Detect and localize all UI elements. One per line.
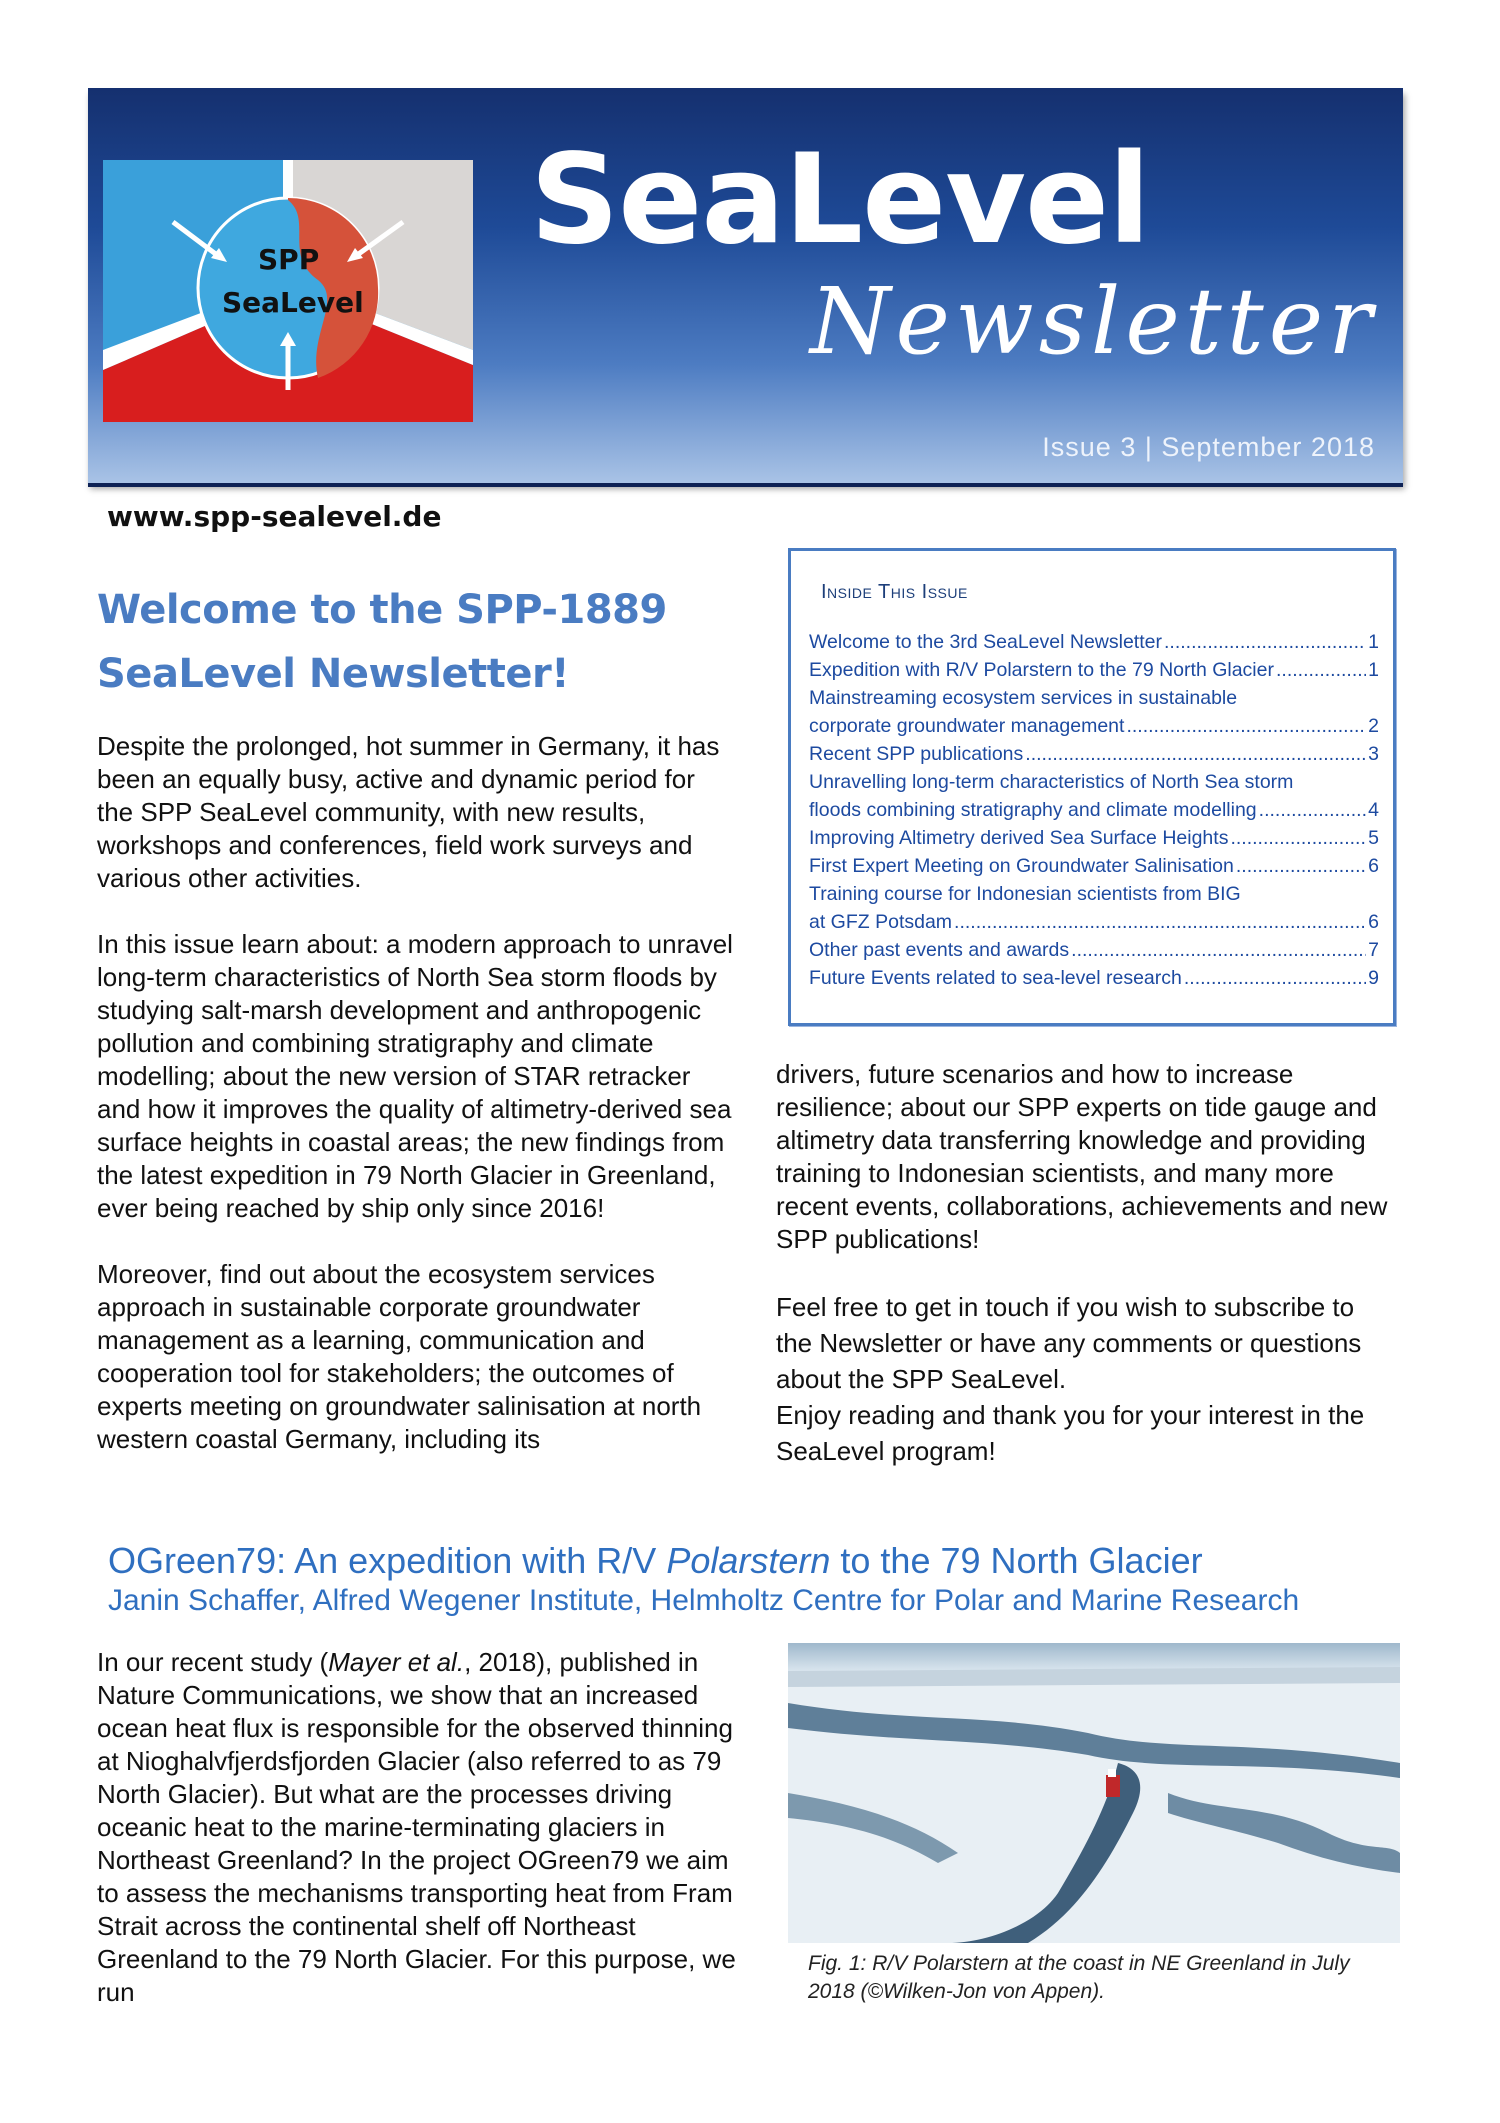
toc-item-label: Future Events related to sea-level research xyxy=(809,967,1182,989)
toc-item-label: corporate groundwater management xyxy=(809,715,1125,737)
toc-leader-dots xyxy=(1259,796,1366,824)
toc-page-number: 6 xyxy=(1368,855,1379,877)
table-of-contents xyxy=(809,628,1379,992)
masthead-subtitle: Newsletter xyxy=(810,268,1378,375)
toc-item-label: Unravelling long-term characteristics of North Sea storm xyxy=(809,771,1294,793)
toc-item-label: Expedition with R/V Polarstern to the 79 North Glacier xyxy=(809,659,1274,681)
toc-item[interactable] xyxy=(809,656,1379,684)
inside-this-issue-box xyxy=(788,548,1396,1026)
toc-page-number: 7 xyxy=(1368,939,1379,961)
closing-line: Feel free to get in touch if you wish to subscribe to xyxy=(776,1292,1355,1322)
toc-leader-dots xyxy=(1071,936,1366,964)
toc-page-number: 3 xyxy=(1368,743,1379,765)
article-citation: Mayer et al. xyxy=(328,1647,465,1677)
toc-item-label: Welcome to the 3rd SeaLevel Newsletter xyxy=(809,631,1162,653)
article-title-prefix: OGreen79: An expedition with R/V xyxy=(108,1540,667,1581)
toc-leader-dots xyxy=(1276,656,1366,684)
toc-page-number: 9 xyxy=(1368,967,1379,989)
closing-line: SeaLevel program! xyxy=(776,1436,996,1466)
toc-item[interactable] xyxy=(809,824,1379,852)
polarstern-photo xyxy=(788,1643,1400,1943)
toc-item-label: Other past events and awards xyxy=(809,939,1070,961)
welcome-right-column xyxy=(776,1058,1396,1469)
article-author: Janin Schaffer, Alfred Wegener Institute, Helmholtz Centre for Polar and Marine Research xyxy=(108,1584,1300,1617)
issue-date: Issue 3 | September 2018 xyxy=(1042,432,1375,462)
closing-line: the Newsletter or have any comments or questions xyxy=(776,1328,1362,1358)
toc-item-label: Recent SPP publications xyxy=(809,743,1024,765)
toc-item[interactable] xyxy=(809,684,1379,740)
toc-leader-dots xyxy=(1025,740,1366,768)
article-title-suffix: to the 79 North Glacier xyxy=(830,1540,1203,1581)
closing-line: Enjoy reading and thank you for your interest in the xyxy=(776,1400,1365,1430)
inside-this-issue-title: Inside This Issue xyxy=(821,581,968,603)
masthead-title: SeaLevel xyxy=(530,128,1150,272)
toc-leader-dots xyxy=(1230,824,1366,852)
toc-item[interactable] xyxy=(809,852,1379,880)
toc-page-number: 4 xyxy=(1368,799,1379,821)
toc-item[interactable] xyxy=(809,628,1379,656)
toc-item-label: floods combining stratigraphy and climate modelling xyxy=(809,799,1257,821)
toc-item[interactable] xyxy=(809,740,1379,768)
toc-page-number: 1 xyxy=(1368,659,1379,681)
welcome-heading xyxy=(97,578,737,706)
welcome-paragraph: Moreover, find out about the ecosystem services approach in sustainable corporate groundwater management as a learning, communication and cooperation tool for stakeholders; the outcomes of experts meeting on groundwater salinisation at north western coastal Germany, including its xyxy=(97,1259,702,1454)
website-link[interactable]: www.spp-sealevel.de xyxy=(107,500,442,533)
toc-item[interactable] xyxy=(809,936,1379,964)
welcome-heading-line2: SeaLevel Newsletter! xyxy=(97,651,569,697)
article-body xyxy=(97,1646,747,2009)
toc-item-label: Training course for Indonesian scientists from BIG xyxy=(809,883,1241,905)
toc-item-label: Improving Altimetry derived Sea Surface Heights xyxy=(809,827,1229,849)
welcome-heading-line1: Welcome to the SPP-1889 xyxy=(97,587,667,633)
welcome-paragraph: drivers, future scenarios and how to increase resilience; about our SPP experts on tide gauge and altimetry data transferring knowledge and providing training to Indonesian scientists, and many more recent events, collaborations, achievements and new SPP publications! xyxy=(776,1059,1388,1254)
closing-line: about the SPP SeaLevel. xyxy=(776,1364,1067,1394)
welcome-paragraph: Despite the prolonged, hot summer in Germany, it has been an equally busy, active and dynamic period for the SPP SeaLevel community, with new results, workshops and conferences, field work surveys and various other activities. xyxy=(97,731,720,893)
toc-leader-dots xyxy=(1164,628,1366,656)
toc-item[interactable] xyxy=(809,768,1379,824)
toc-leader-dots xyxy=(1236,852,1366,880)
toc-item[interactable] xyxy=(809,964,1379,992)
toc-page-number: 2 xyxy=(1368,715,1379,737)
toc-page-number: 1 xyxy=(1368,631,1379,653)
toc-leader-dots xyxy=(1184,964,1366,992)
logo-text-sealevel: SeaLevel xyxy=(222,286,364,319)
welcome-paragraph: In this issue learn about: a modern approach to unravel long-term characteristics of North Sea storm floods by studying salt-marsh development and anthropogenic pollution and combining stratigraphy and climate modelling; about the new version of STAR retracker and how it improves the quality of altimetry-derived sea surface heights in coastal areas; the new findings from the latest expedition in 79 North Glacier in Greenland, ever being reached by ship only since 2016! xyxy=(97,929,733,1223)
article-title-ship: Polarstern xyxy=(666,1540,831,1581)
toc-item[interactable] xyxy=(809,880,1379,936)
welcome-left-column xyxy=(97,730,737,1489)
toc-item-label: First Expert Meeting on Groundwater Salinisation xyxy=(809,855,1234,877)
logo-text-spp: SPP xyxy=(258,243,320,276)
article-body-pre: In our recent study ( xyxy=(97,1647,329,1677)
toc-leader-dots xyxy=(1126,712,1366,740)
article-body-post: , 2018), published in Nature Communications, we show that an increased ocean heat flux is responsible for the observed thinning at Nioghalvfjerdsfjorden Glacier (also referred to as 79 North Glacier). But what are the processes driving oceanic heat to the marine-terminating glaciers in Northeast Greenland? In the project OGreen79 we aim to assess the mechanisms transporting heat from Fram Strait across the continental shelf off Northeast Greenland to the 79 North Glacier. For this purpose, we run xyxy=(97,1647,736,2007)
toc-item-label: Mainstreaming ecosystem services in sustainable xyxy=(809,687,1238,709)
article-title xyxy=(108,1540,1203,1582)
toc-leader-dots xyxy=(954,908,1366,936)
toc-page-number: 6 xyxy=(1368,911,1379,933)
photo-caption: Fig. 1: R/V Polarstern at the coast in NE Greenland in July 2018 (©Wilken-Jon von Appen). xyxy=(808,1952,1350,2003)
toc-item-label: at GFZ Potsdam xyxy=(809,911,953,933)
toc-page-number: 5 xyxy=(1368,827,1379,849)
